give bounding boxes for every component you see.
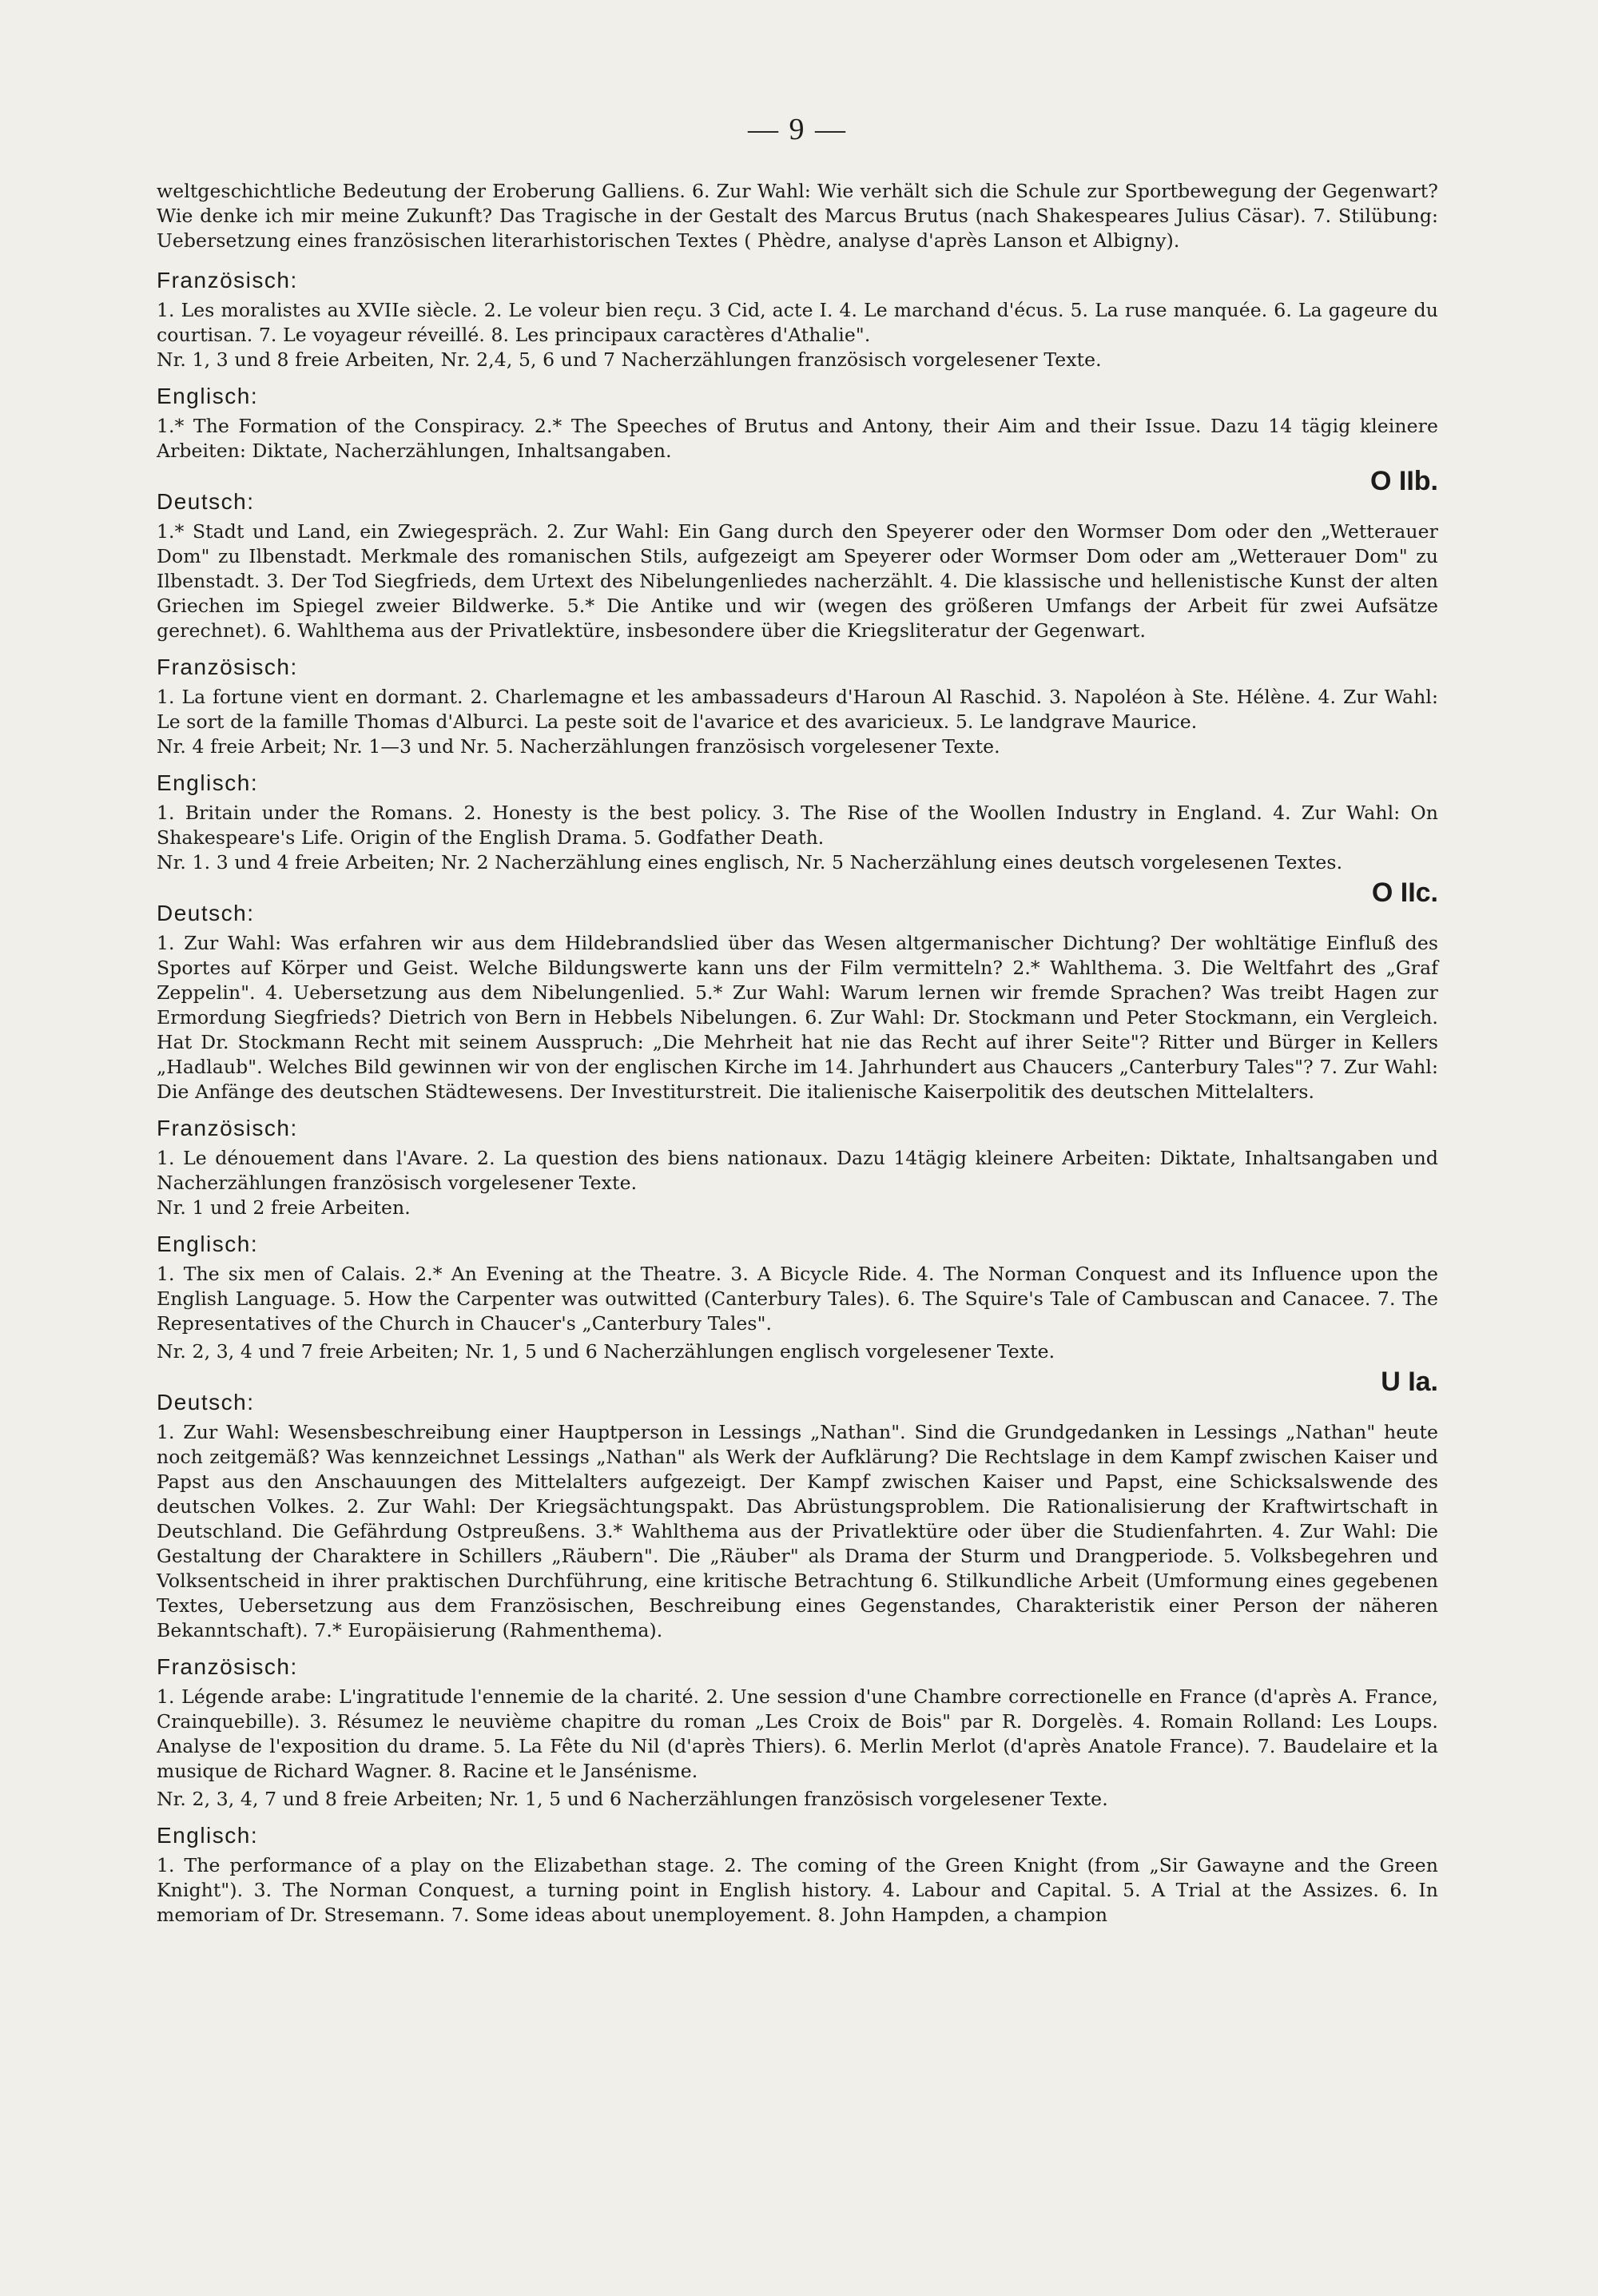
englisch-topics: 1.* The Formation of the Conspiracy. 2.* The Speeches of Brutus and Antony, their Aim and their Issue. Dazu 14 tägig kleinere Arbeiten: Diktate, Nacherzählungen, Inhaltsangaben. bbox=[157, 415, 1438, 462]
class-heading-o2b: O IIb. bbox=[1370, 466, 1438, 496]
franzoesisch-topics: 1. Légende arabe: L'ingratitude l'ennemie de la charité. 2. Une session d'une Chambre correctionelle en France (d'après A. France, Crainquebille). 3. Résumez le neuvième chapitre du roman „Les Croix de Bois" par R. Dorgelès. 4. Romain Rolland: Les Loups. Analyse de l'exposition du drame. 5. La Fête du Nil (d'après Thiers). 6. Merlin Merlot (d'après Anatole France). 7. Baudelaire et la musique de Richard Wagner. 8. Racine et le Jansénisme. bbox=[157, 1685, 1438, 1782]
deutsch-topics: 1.* Stadt und Land, ein Zwiegespräch. 2. Zur Wahl: Ein Gang durch den Speyerer oder den Wormser Dom oder den „Wetterauer Dom" zu Ilbenstadt. Merkmale des romanischen Stils, aufgezeigt am Speyerer oder Wormser Dom oder am „Wetterauer Dom" zu Ilbenstadt. 3. Der Tod Siegfrieds, dem Urtext des Nibelungenliedes nacherzählt. 4. Die klassische und hellenistische Kunst der alten Griechen im Spiegel zweier Bildwerke. 5.* Die Antike und wir (wegen des größeren Umfangs der Arbeit für zwei Aufsätze gerechnet). 6. Wahlthema aus der Privatlektüre, insbesondere über die Kriegsliteratur der Gegenwart. bbox=[157, 520, 1438, 642]
englisch-topics: 1. The performance of a play on the Elizabethan stage. 2. The coming of the Green Knight (from „Sir Gawayne and the Green Knight"). 3. The Norman Conquest, a turning point in English history. 4. Labour and Capital. 5. A Trial at the Assizes. 6. In memoriam of Dr. Stresemann. 7. Some ideas about unemployement. 8. John Hampden, a champion bbox=[157, 1854, 1438, 1926]
document-page bbox=[157, 112, 1438, 1931]
englisch-note: Nr. 1. 3 und 4 freie Arbeiten; Nr. 2 Nacherzählung eines englisch, Nr. 5 Nacherzählung eines deutsch vorgelesenen Textes. bbox=[157, 851, 1343, 873]
deutsch-topics: 1. Zur Wahl: Wesensbeschreibung einer Hauptperson in Lessings „Nathan". Sind die Grundgedanken in Lessings „Nathan" heute noch zeitgemäß? Was kennzeichnet Lessings „Nathan" als Werk der Aufklärung? Die Rechtslage in dem Kampf zwischen Kaiser und Papst aus den Anschauungen des Mittelalters aufgezeigt. Der Kampf zwischen Kaiser und Papst, eine Schicksalswende des deutschen Volkes. 2. Zur Wahl: Der Kriegsächtungspakt. Das Abrüstungsproblem. Die Rationalisierung der Kraftwirtschaft in Deutschland. Die Gefährdung Ostpreußens. 3.* Wahlthema aus der Privatlektüre oder über die Studienfahrten. 4. Zur Wahl: Die Gestaltung der Charaktere in Schillers „Räubern". Die „Räuber" als Drama der Sturm und Drangperiode. 5. Volksbegehren und Volksentscheid in ihrer praktischen Durchführung, eine kritische Betrachtung 6. Stilkundliche Arbeit (Umformung eines gegebenen Textes, Uebersetzung aus dem Französischen, Beschreibung eines Gegenstandes, Charakteristik einer Person der näheren Bekanntschaft). 7.* Europäisierung (Rahmenthema). bbox=[157, 1421, 1438, 1641]
franzoesisch-note: Nr. 2, 3, 4, 7 und 8 freie Arbeiten; Nr. 1, 5 und 6 Nacherzählungen französisch vorgelesener Texte. bbox=[157, 1788, 1108, 1810]
subject-heading-englisch: Englisch: bbox=[157, 770, 259, 795]
englisch-topics: 1. Britain under the Romans. 2. Honesty is the best policy. 3. The Rise of the Woollen Industry in England. 4. Zur Wahl: On Shakespeare's Life. Origin of the English Drama. 5. Godfather Death. bbox=[157, 802, 1438, 849]
subject-heading-franzoesisch: Französisch: bbox=[157, 268, 298, 292]
deutsch-topics: 1. Zur Wahl: Was erfahren wir aus dem Hildebrandslied über das Wesen altgermanischer Dichtung? Der wohltätige Einfluß des Sportes auf Körper und Geist. Welche Bildungswerte kann uns der Film vermitteln? 2.* Wahlthema. 3. Die Weltfahrt des „Graf Zeppelin". 4. Uebersetzung aus dem Nibelungenlied. 5.* Zur Wahl: Warum lernen wir fremde Sprachen? Was treibt Hagen zur Ermordung Siegfrieds? Dietrich von Bern in Hebbels Nibelungen. 6. Zur Wahl: Dr. Stockmann und Peter Stockmann, ein Vergleich. Hat Dr. Stockmann Recht mit seinem Ausspruch: „Die Mehrheit hat nie das Recht auf ihrer Seite"? Ritter und Bürger in Kellers „Hadlaub". Welches Bild gewinnen wir von der englischen Kirche im 14. Jahrhundert aus Chaucers „Canterbury Tales"? 7. Zur Wahl: Die Anfänge des deutschen Städtewesens. Der Investiturstreit. Die italienische Kaiserpolitik des deutschen Mittelalters. bbox=[157, 932, 1438, 1103]
subject-heading-englisch: Englisch: bbox=[157, 384, 259, 408]
section-o2c bbox=[157, 878, 1438, 1364]
franzoesisch-topics: 1. Les moralistes au XVIIe siècle. 2. Le voleur bien reçu. 3 Cid, acte I. 4. Le marchand d'écus. 5. La ruse manquée. 6. La gageure du courtisan. 7. Le voyageur réveillé. 8. Les principaux caractères d'Athalie". bbox=[157, 299, 1438, 346]
englisch-topics: 1. The six men of Calais. 2.* An Evening at the Theatre. 3. A Bicycle Ride. 4. The Norman Conquest and its Influence upon the English Language. 5. How the Carpenter was outwitted (Canterbury Tales). 6. The Squire's Tale of Cambuscan and Canacee. 7. The Representatives of the Church in Chaucer's „Canterbury Tales". bbox=[157, 1263, 1438, 1335]
subject-heading-englisch: Englisch: bbox=[157, 1823, 259, 1848]
subject-heading-deutsch: Deutsch: bbox=[157, 1390, 255, 1415]
class-heading-o2c: O IIc. bbox=[1371, 877, 1438, 908]
section-continued bbox=[157, 268, 1438, 464]
franzoesisch-note: Nr. 1 und 2 freie Arbeiten. bbox=[157, 1196, 411, 1219]
subject-heading-franzoesisch: Französisch: bbox=[157, 1116, 298, 1140]
englisch-note: Nr. 2, 3, 4 und 7 freie Arbeiten; Nr. 1, 5 und 6 Nacherzählungen englisch vorgelesener Texte. bbox=[157, 1340, 1055, 1363]
subject-heading-deutsch: Deutsch: bbox=[157, 901, 255, 925]
class-heading-u1a: U Ia. bbox=[1381, 1367, 1438, 1397]
page-number: — 9 — bbox=[748, 113, 847, 146]
section-u1a bbox=[157, 1367, 1438, 1928]
franzoesisch-note: Nr. 4 freie Arbeit; Nr. 1—3 und Nr. 5. Nacherzählungen französisch vorgelesener Texte. bbox=[157, 735, 1000, 758]
franzoesisch-topics: 1. Le dénouement dans l'Avare. 2. La question des biens nationaux. Dazu 14tägig kleinere Arbeiten: Diktate, Inhaltsangaben und Nacherzählungen französisch vorgelesener Texte. bbox=[157, 1147, 1438, 1194]
subject-heading-deutsch: Deutsch: bbox=[157, 489, 255, 514]
subject-heading-franzoesisch: Französisch: bbox=[157, 655, 298, 679]
franzoesisch-note: Nr. 1, 3 und 8 freie Arbeiten, Nr. 2,4, 5, 6 und 7 Nacherzählungen französisch vorgelesener Texte. bbox=[157, 348, 1102, 371]
intro-paragraph: weltgeschichtliche Bedeutung der Eroberung Galliens. 6. Zur Wahl: Wie verhält sich die Schule zur Sportbewegung der Gegenwart? Wie denke ich mir meine Zukunft? Das Tragische in der Gestalt des Marcus Brutus (nach Shakespeares Julius Cäsar). 7. Stilübung: Uebersetzung eines französischen literarhistorischen Textes ( Phèdre, analyse d'après Lanson et Albigny). bbox=[157, 180, 1438, 252]
franzoesisch-topics: 1. La fortune vient en dormant. 2. Charlemagne et les ambassadeurs d'Haroun Al Raschid. 3. Napoléon à Ste. Hélène. 4. Zur Wahl: Le sort de la famille Thomas d'Alburci. La peste soit de l'avarice et des avaricieux. 5. Le landgrave Maurice. bbox=[157, 686, 1438, 733]
subject-heading-englisch: Englisch: bbox=[157, 1232, 259, 1256]
subject-heading-franzoesisch: Französisch: bbox=[157, 1654, 298, 1679]
section-o2b bbox=[157, 467, 1438, 875]
